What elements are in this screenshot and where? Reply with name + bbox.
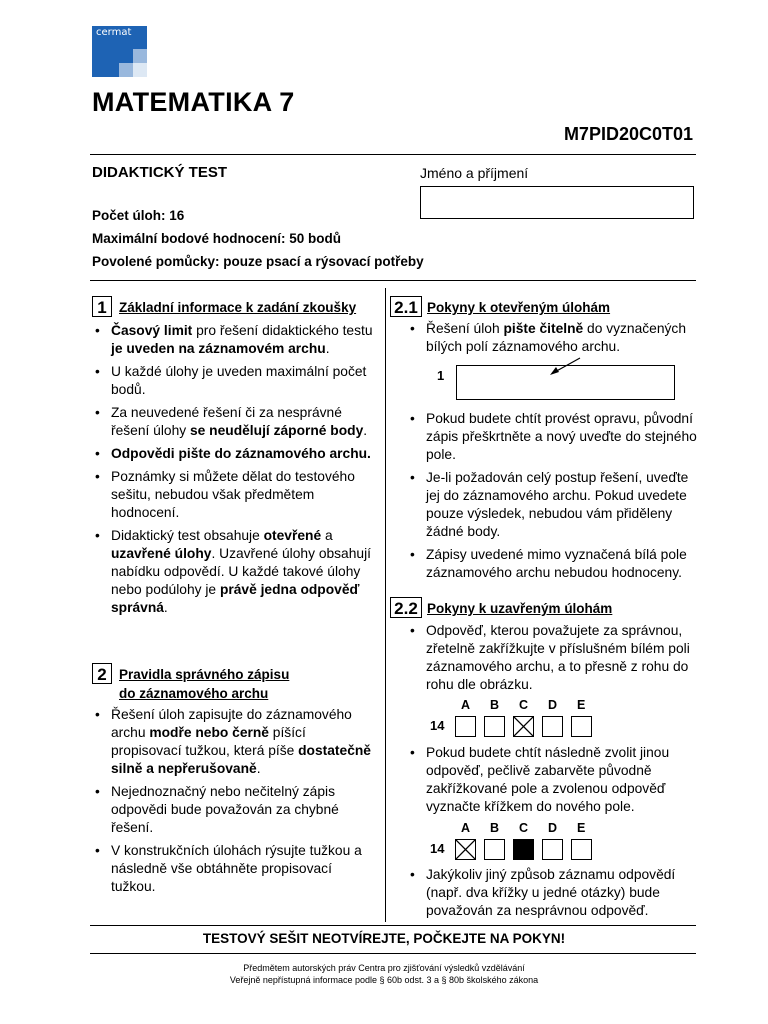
checkbox-c-filled — [513, 839, 534, 860]
option-letter: E — [577, 821, 586, 835]
list-item: • Jakýkoliv jiný způsob záznamu odpovědí (např. dva křížky u jedné otázky) bude považován za nesprávnou odpověď. — [407, 866, 697, 920]
list-item: • U každé úlohy je uveden maximální počet bodů. — [92, 363, 377, 399]
example-number: 14 — [430, 718, 445, 733]
divider — [90, 154, 696, 155]
section-number: 2 — [92, 663, 112, 684]
section-list — [407, 410, 697, 587]
list-item: • Zápisy uvedené mimo vyznačená bílá pole záznamového archu nebudou hodnoceny. — [407, 546, 697, 582]
footer-legal: Veřejně nepřístupná informace podle § 60b odst. 3 a § 80b školského zákona — [229, 975, 539, 985]
divider — [90, 925, 696, 926]
section-list — [407, 320, 697, 361]
section-list — [407, 866, 697, 925]
test-label: DIDAKTICKÝ TEST — [92, 164, 227, 181]
logo-text: cermat — [96, 27, 132, 38]
section-heading: Pravidla správného zápisu — [119, 667, 290, 682]
checkbox-b — [484, 839, 505, 860]
list-item: • Za neuvedené řešení či za nesprávné řešení úlohy se neudělují záporné body. — [92, 404, 377, 440]
list-item: • Řešení úloh zapisujte do záznamového archu modře nebo černě píšící propisovací tužkou, která píše dostatečně silně a nepřerušovaně. — [92, 706, 377, 778]
list-item: • Odpověď, kterou považujete za správnou, zřetelně zakřížkujte v příslušném bílém poli záznamového archu, a to přesně z rohu do rohu dle obrázku. — [407, 622, 697, 694]
footer-copyright: Předmětem autorských práv Centra pro zjišťování výsledků vzdělávání — [243, 963, 525, 973]
section-heading: do záznamového archu — [119, 686, 269, 701]
checkbox-c-crossed — [513, 716, 534, 737]
checkbox-e — [571, 716, 592, 737]
example-number: 14 — [430, 841, 445, 856]
option-letter: B — [490, 821, 500, 835]
option-letter: C — [519, 821, 529, 835]
footer-notice: TESTOVÝ SEŠIT NEOTVÍREJTE, POČKEJTE NA POKYN! — [202, 931, 566, 946]
option-letter: D — [548, 821, 558, 835]
test-code: M7PID20C0T01 — [563, 124, 693, 144]
list-item: • Nejednoznačný nebo nečitelný zápis odpovědi bude považován za chybné řešení. — [92, 783, 377, 837]
list-item: • Didaktický test obsahuje otevřené a uzavřené úlohy. Uzavřené úlohy obsahují nabídku odpovědí. U každé takové úlohy nebo podúlohy je právě jedna odpověď správná. — [92, 527, 377, 617]
name-label: Jméno a příjmení — [420, 165, 529, 181]
list-item: • V konstrukčních úlohách rýsujte tužkou a následně vše obtáhněte propisovací tužkou. — [92, 842, 377, 896]
section-heading: Základní informace k zadání zkoušky — [119, 300, 357, 315]
cermat-logo — [92, 26, 147, 77]
list-item: • Řešení úloh pište čitelně do vyznačených bílých polí záznamového archu. — [407, 320, 697, 356]
section-list — [407, 744, 697, 821]
meta-task-count: Počet úloh: 16 — [92, 208, 185, 223]
section-number: 1 — [92, 296, 112, 317]
section-heading: Pokyny k otevřeným úlohám — [427, 300, 611, 315]
checkbox-e — [571, 839, 592, 860]
option-letter: D — [548, 698, 558, 712]
section-list — [92, 322, 377, 622]
example-number: 1 — [437, 368, 445, 383]
option-letter: A — [461, 821, 471, 835]
list-item: • Časový limit pro řešení didaktického testu je uveden na záznamovém archu. — [92, 322, 377, 358]
name-field[interactable] — [420, 186, 694, 219]
section-list — [92, 706, 377, 901]
section-number: 2.2 — [390, 597, 422, 618]
option-letter: C — [519, 698, 529, 712]
section-number: 2.1 — [390, 296, 422, 317]
option-letter: B — [490, 698, 500, 712]
divider — [90, 953, 696, 954]
section-list — [407, 622, 697, 699]
option-letter: A — [461, 698, 471, 712]
section-heading: Pokyny k uzavřeným úlohám — [427, 601, 613, 616]
list-item: • Pokud budete chtít provést opravu, původní zápis přeškrtněte a nový uveďte do stejného pole. — [407, 410, 697, 464]
divider — [90, 280, 696, 281]
list-item: • Poznámky si můžete dělat do testového sešitu, nebudou však předmětem hodnocení. — [92, 468, 377, 522]
list-item: • Pokud budete chtít následně zvolit jinou odpověď, pečlivě zabarvěte původně zakřížkované pole a zvolenou odpověď vyznačte křížkem do nového pole. — [407, 744, 697, 816]
checkbox-d — [542, 839, 563, 860]
page-title: MATEMATIKA 7 — [92, 87, 295, 117]
meta-allowed-tools: Povolené pomůcky: pouze psací a rýsovací potřeby — [92, 254, 424, 269]
option-letter: E — [577, 698, 586, 712]
list-item: • Odpovědi pište do záznamového archu. — [92, 445, 377, 463]
checkbox-a — [455, 716, 476, 737]
column-divider — [385, 288, 386, 922]
list-item: • Je-li požadován celý postup řešení, uveďte jej do záznamového archu. Pokud uvedete pouze výsledek, nebudou vám přiděleny žádné body. — [407, 469, 697, 541]
checkbox-b — [484, 716, 505, 737]
meta-max-points: Maximální bodové hodnocení: 50 bodů — [92, 231, 342, 246]
checkbox-a-crossed — [455, 839, 476, 860]
arrow-icon — [545, 356, 585, 378]
checkbox-d — [542, 716, 563, 737]
